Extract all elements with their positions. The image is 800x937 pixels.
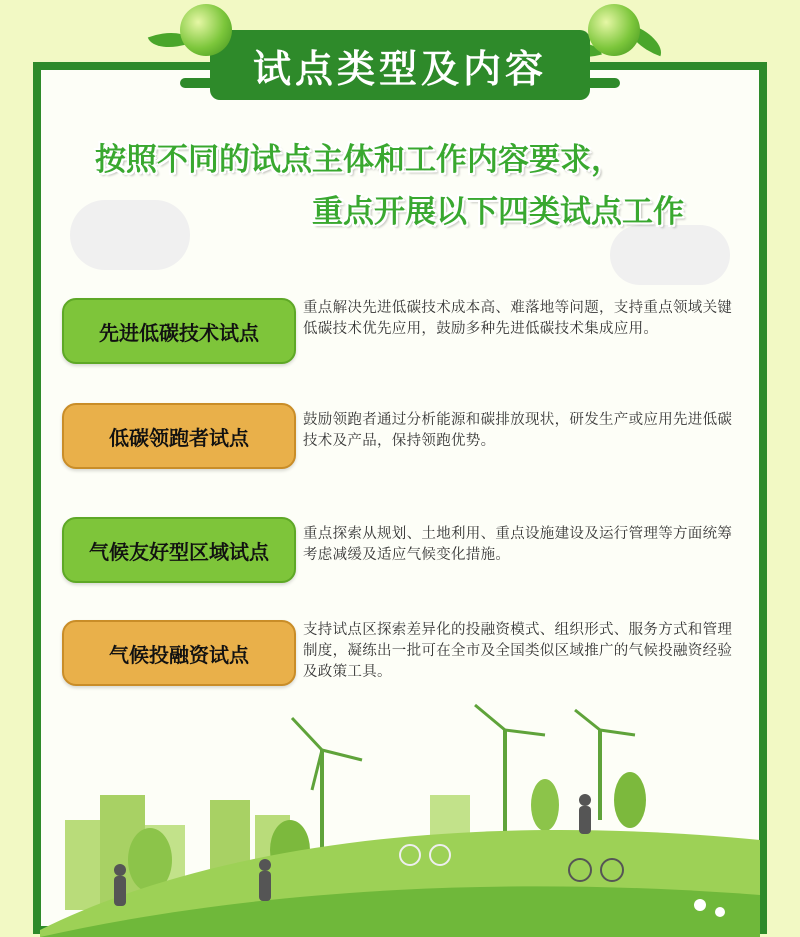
globe-icon-right <box>588 4 640 56</box>
pilot-description-frontrunner: 鼓励领跑者通过分析能源和碳排放现状，研发生产或应用先进低碳技术及产品，保持领跑优势。 <box>303 412 733 449</box>
person-head <box>114 864 126 876</box>
flower <box>715 907 725 917</box>
headline-line-1: 按照不同的试点主体和工作内容要求， <box>95 142 622 178</box>
globe-icon-left <box>180 4 232 56</box>
green-city-illustration <box>0 700 800 937</box>
flower <box>694 899 706 911</box>
headline-line-2: 重点开展以下四类试点工作 <box>312 194 684 230</box>
pilot-description-advanced-tech: 重点解决先进低碳技术成本高、难落地等问题，支持重点领域关键低碳技术优先应用，鼓励多种先进低碳技术集成应用。 <box>303 300 733 337</box>
pilot-label-climate-finance: 气候投融资试点 <box>62 620 296 686</box>
cloud <box>70 200 190 270</box>
pilot-description-climate-friendly-area: 重点探索从规划、土地利用、重点设施建设及运行管理等方面统筹考虑减缓及适应气候变化措施。 <box>303 526 733 563</box>
wind-turbine-blade <box>575 710 600 730</box>
wind-turbine-blade <box>505 730 545 735</box>
person-head <box>579 794 591 806</box>
wind-turbine-blade <box>292 718 322 750</box>
cloud <box>610 225 730 285</box>
tree <box>531 779 559 831</box>
building <box>65 820 100 910</box>
pilot-label-climate-friendly-area: 气候友好型区域试点 <box>62 517 296 583</box>
wind-turbine-blade <box>322 750 362 760</box>
person-body <box>579 806 591 834</box>
pilot-label-advanced-tech: 先进低碳技术试点 <box>62 298 296 364</box>
wind-turbine-blade <box>475 705 505 730</box>
person-body <box>259 871 271 901</box>
page-title: 试点类型及内容 <box>210 30 590 100</box>
tree <box>614 772 646 828</box>
person-head <box>259 859 271 871</box>
wind-turbine-blade <box>600 730 635 735</box>
pilot-label-frontrunner: 低碳领跑者试点 <box>62 403 296 469</box>
person-body <box>114 876 126 906</box>
pilot-description-climate-finance: 支持试点区探索差异化的投融资模式、组织形式、服务方式和管理制度，凝练出一批可在全市及全国类似区域推广的气候投融资经验及政策工具。 <box>303 622 733 680</box>
